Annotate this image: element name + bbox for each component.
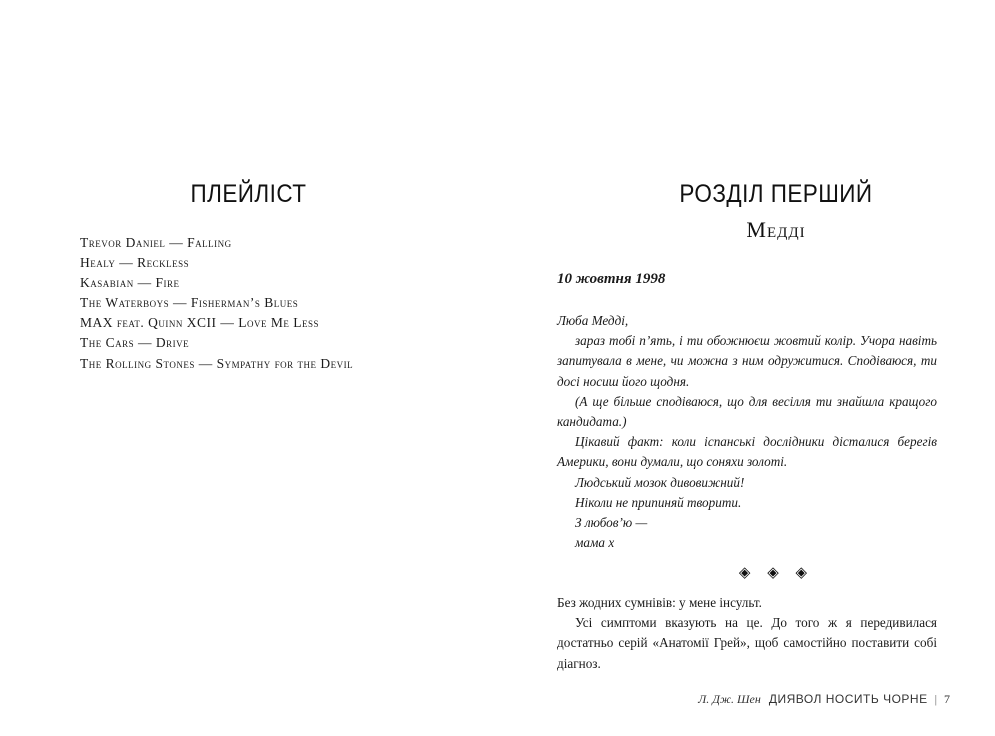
footer-author: Л. Дж. Шен xyxy=(698,692,761,706)
letter-date: 10 жовтня 1998 xyxy=(557,271,666,287)
prose-paragraph: Усі симптоми вказують на це. До того ж я передивилася достатньо серій «Анатомії Грей», щоб самостійно поставити собі діагноз. xyxy=(557,615,937,671)
letter-paragraph: (А ще більше сподіваюся, що для весілля ти знайшла кращого кандидата.) xyxy=(557,393,937,430)
footer-book-title: ДИЯВОЛ НОСИТЬ ЧОРНЕ xyxy=(768,692,928,706)
playlist-item: Healy — Reckless xyxy=(80,255,190,271)
letter-paragraph: З любов’ю — xyxy=(575,515,648,531)
playlist-item: The Cars — Drive xyxy=(80,335,190,351)
playlist xyxy=(80,233,353,374)
running-footer xyxy=(698,692,950,707)
playlist-item: Trevor Daniel — Falling xyxy=(80,235,232,250)
letter-body xyxy=(557,311,937,553)
playlist-item: The Waterboys — Fisherman’s Blues xyxy=(80,295,299,311)
letter-paragraph: зараз тобі п’ять, і ти обожнюєш жовтий колір. Учора навіть запитувала в мене, чи можна з ним одружитися. Сподіваюся, ти досі носиш його щодня. xyxy=(557,333,937,389)
left-page xyxy=(0,0,497,736)
playlist-title: ПЛЕЙЛІСТ xyxy=(190,180,307,208)
letter-paragraph: мама х xyxy=(575,535,615,551)
playlist-item: The Rolling Stones — Sympathy for the Devil xyxy=(80,355,354,371)
letter-paragraph: Цікавий факт: коли іспанські дослідники дісталися берегів Америки, вони думали, що соняхи золоті. xyxy=(557,434,937,470)
section-separator-icon: ◈ ◈ ◈ xyxy=(738,563,814,581)
chapter-title: РОЗДІЛ ПЕРШИЙ xyxy=(679,180,873,208)
footer-divider: | xyxy=(934,692,937,706)
right-page xyxy=(497,0,995,736)
playlist-item: MAX feat. Quinn XCII — Love Me Less xyxy=(80,315,319,331)
prose-paragraph: Без жодних сумнівів: у мене інсульт. xyxy=(557,595,762,610)
prose-body xyxy=(557,593,937,674)
letter-paragraph: Людський мозок дивовижний! xyxy=(575,474,745,490)
page-number: 7 xyxy=(944,692,950,706)
playlist-item: Kasabian — Fire xyxy=(80,275,180,291)
chapter-subtitle: Медді xyxy=(746,217,806,242)
letter-paragraph: Ніколи не припиняй творити. xyxy=(575,494,742,510)
letter-paragraph: Люба Медді, xyxy=(557,313,629,328)
